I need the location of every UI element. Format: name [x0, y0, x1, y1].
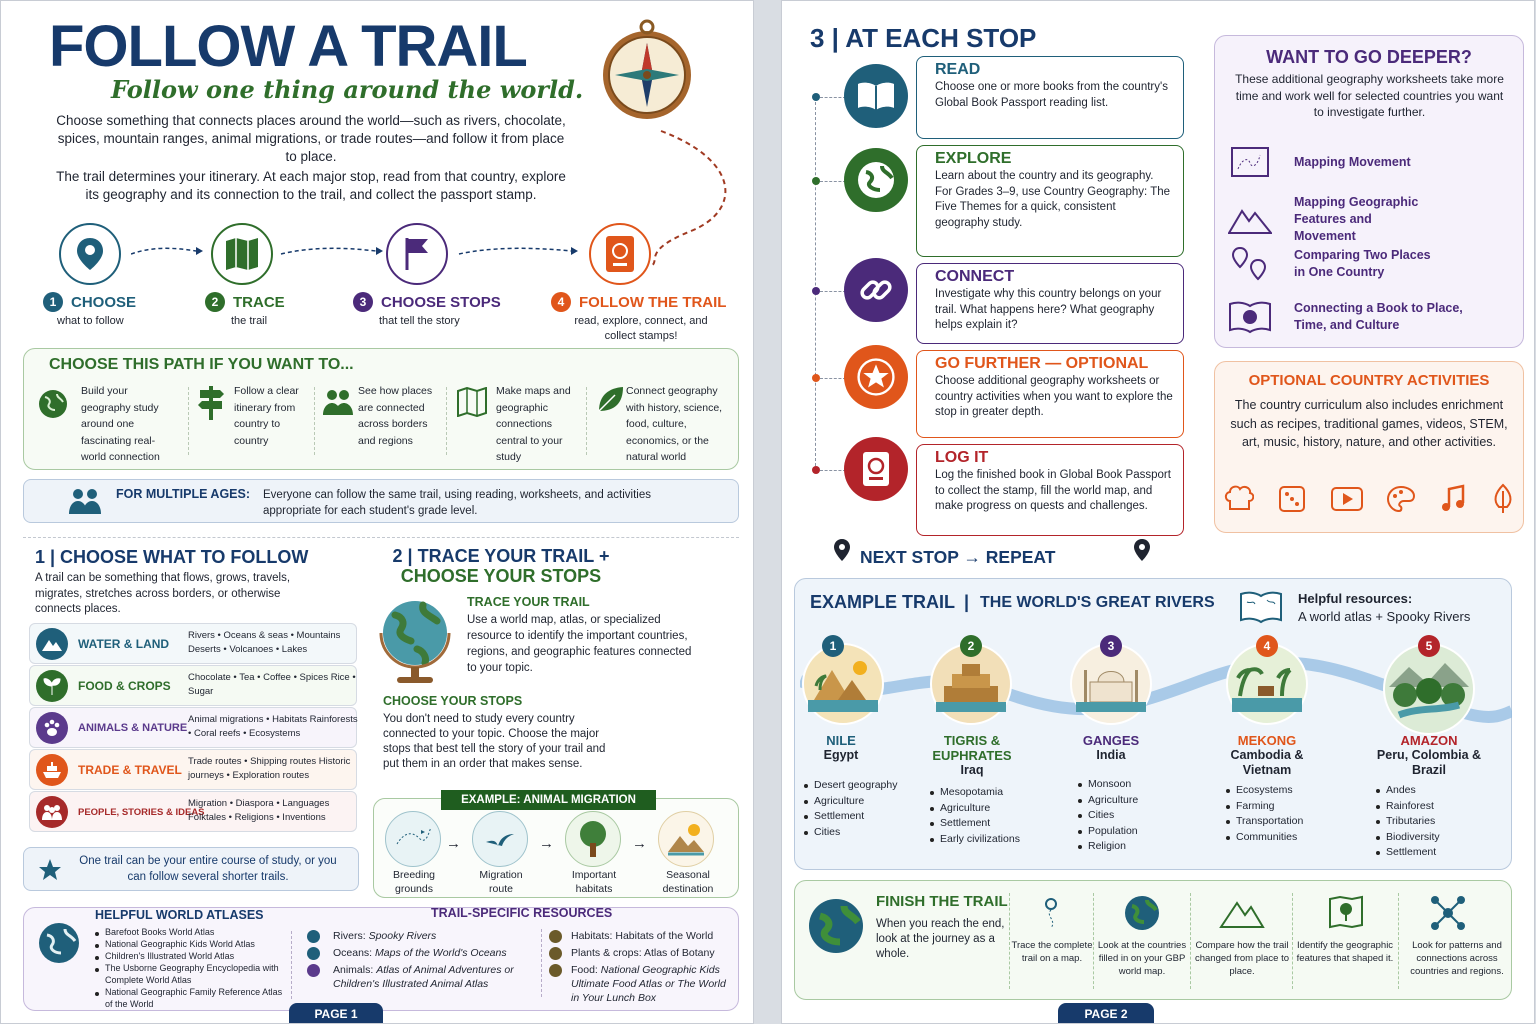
bullet-icon — [549, 964, 562, 977]
resource-animals — [307, 963, 539, 991]
path-item: Follow a clear itinerary from country to country — [234, 385, 299, 447]
divider — [541, 929, 542, 997]
step-1 — [43, 292, 136, 312]
path-item: See how places are connected across borders and regions — [358, 385, 433, 447]
step-number: 3 — [353, 292, 373, 312]
category-animals-nature — [29, 707, 357, 748]
river-bullet: Cities — [802, 825, 897, 841]
multiple-ages-text: Everyone can follow the same trail, using reading, worksheets, and activities appropriate for each student's grade level. — [263, 489, 652, 517]
connector — [820, 181, 846, 182]
atlases-list — [93, 926, 283, 1010]
breeding-grounds-icon — [385, 811, 441, 867]
resource-value: National Geographic Kids Ultimate Food Atlas or The World in Your Lunch Box — [571, 964, 726, 1004]
globe-icon — [804, 894, 868, 958]
bullet-icon — [307, 947, 320, 960]
river-nile — [796, 733, 886, 763]
river-ganges — [1066, 733, 1156, 763]
timeline-dot — [812, 93, 820, 101]
tree-icon — [565, 811, 621, 867]
resource-plants — [549, 946, 735, 960]
sprout-icon — [36, 670, 68, 702]
next-stop-repeat: NEXT STOP → REPEAT — [860, 547, 1056, 567]
step-number: 1 — [43, 292, 63, 312]
example-step: Seasonal destination — [662, 869, 714, 895]
river-bullets — [1076, 777, 1138, 855]
stop-title: CONNECT — [935, 268, 1015, 285]
river-name: AMAZON — [1400, 733, 1458, 748]
stop-read-card — [916, 56, 1184, 139]
stop-title: EXPLORE — [935, 150, 1012, 167]
network-icon — [1428, 893, 1468, 933]
multiple-ages-label: FOR MULTIPLE AGES: — [116, 487, 251, 501]
river-name: GANGES — [1082, 733, 1140, 748]
globe-icon — [35, 919, 83, 967]
star-icon — [37, 857, 63, 883]
book-globe-icon — [1228, 298, 1272, 336]
step-desc: read, explore, connect, and collect stamps! — [574, 315, 708, 342]
step-3 — [353, 292, 501, 312]
divider — [1398, 893, 1399, 989]
example-banner: EXAMPLE: ANIMAL MIGRATION — [441, 790, 656, 810]
bird-icon — [472, 811, 528, 867]
river-tigris — [922, 733, 1022, 778]
finish-intro: When you reach the end, look at the journey as a whole. — [876, 918, 1005, 960]
stop-go-further-card — [916, 350, 1184, 438]
activity-icons — [1222, 481, 1517, 517]
go-deeper-label: Mapping Geographic Features and Movement — [1294, 195, 1419, 243]
section-2-heading-line-2: CHOOSE YOUR STOPS — [400, 566, 602, 586]
resource-value: Atlas of Botany — [643, 947, 715, 959]
river-country: Cambodia & Vietnam — [1230, 748, 1304, 777]
section-2-heading-line-1: 2 | TRACE YOUR TRAIL + — [392, 546, 610, 566]
divider — [291, 931, 292, 999]
resource-value: Habitats of the World — [615, 930, 714, 942]
go-deeper-label: Comparing Two Places in One Country — [1294, 248, 1431, 279]
timeline-dot — [812, 374, 820, 382]
movement-map-icon — [1228, 143, 1272, 181]
steps-arrows — [131, 245, 586, 259]
river-mekong — [1212, 733, 1322, 778]
globe-icon — [36, 387, 70, 421]
go-deeper-label: Mapping Movement — [1294, 154, 1411, 169]
finish-item: Look for patterns and connections across countries and regions. — [1410, 940, 1504, 977]
resource-value: Maps of the World's Oceans — [375, 947, 507, 959]
river-number: 2 — [960, 635, 982, 657]
globe-icon — [1122, 893, 1162, 933]
music-note-icon — [1439, 483, 1467, 515]
stop-text: Investigate why this country belongs on your trail. What happens here? What geography helps explain it? — [935, 288, 1162, 331]
compass-icon — [601, 15, 709, 123]
section-1-desc: A trail can be something that flows, grows, travels, migrates, stretches across borders, or otherwise connects places. — [35, 572, 291, 615]
mountain-icon — [1218, 895, 1266, 931]
river-bullet: Agriculture — [802, 794, 897, 810]
resource-key: Animals: — [333, 964, 374, 976]
river-bullets — [802, 778, 897, 840]
choose-path-heading: CHOOSE THIS PATH IF YOU WANT TO... — [49, 356, 354, 373]
resource-key: Food: — [571, 964, 598, 976]
intro-paragraph-1: Choose something that connects places around the world—such as rivers, chocolate, spices, mountain ranges, animal migrations, or trade routes—and follow it from place to place. — [56, 113, 566, 164]
stop-text: Choose one or more books from the country's Global Book Passport reading list. — [935, 81, 1168, 109]
passport-icon — [844, 437, 908, 501]
step-desc: what to follow — [57, 315, 124, 327]
path-item: Connect geography with history, science, food, culture, economics, or the natural world — [626, 385, 723, 463]
finish-item: Trace the complete trail on a map. — [1011, 940, 1093, 964]
passport-icon — [589, 223, 651, 285]
intro-paragraph-2: The trail determines your itinerary. At each major stop, read from that country, explore its geography and its connection to the trail, and collect the passport stamp. — [56, 169, 566, 202]
desert-sun-icon — [658, 811, 714, 867]
resource-food — [549, 963, 735, 1005]
book-icon — [844, 64, 908, 128]
go-deeper-heading: WANT TO GO DEEPER? — [1266, 47, 1472, 67]
river-bullet: Early civilizations — [928, 832, 1020, 848]
river-bullet: Religion — [1076, 839, 1138, 855]
step-title: TRACE — [233, 293, 285, 311]
category-items: Animal migrations • Habitats Rainforests • Coral reefs • Ecosystems — [188, 714, 358, 739]
go-deeper-desc: These additional geography worksheets take more time and work well for selected countries you want to investigate further. — [1235, 72, 1504, 119]
page-2 — [781, 0, 1535, 1024]
bullet-icon — [549, 930, 562, 943]
section-1-heading: 1 | CHOOSE WHAT TO FOLLOW — [35, 547, 309, 567]
divider — [1190, 893, 1191, 989]
star-icon — [844, 345, 908, 409]
category-items: Rivers • Oceans & seas • Mountains Deserts • Volcanoes • Lakes — [188, 630, 341, 655]
pyramids-icon — [802, 643, 884, 725]
stop-title: LOG IT — [935, 449, 989, 466]
optional-activities-text: The country curriculum also includes enrichment such as recipes, traditional games, videos, STEM, art, music, history, nature, and other activities. — [1230, 398, 1508, 449]
optional-activities-heading: OPTIONAL COUNTRY ACTIVITIES — [1248, 372, 1490, 389]
river-number: 4 — [1256, 635, 1278, 657]
stop-title: READ — [935, 61, 981, 78]
divider — [586, 387, 587, 455]
divider — [314, 387, 315, 455]
river-country: India — [1096, 748, 1126, 762]
trace-title: TRACE YOUR TRAIL — [467, 595, 590, 609]
bullet-icon — [549, 947, 562, 960]
example-trail-label: EXAMPLE TRAIL — [810, 592, 956, 612]
section-2-heading — [371, 546, 631, 586]
page-title: FOLLOW A TRAIL — [49, 14, 527, 79]
atlas-item: Barefoot Books World Atlas — [93, 926, 283, 938]
atlas-item: The Usborne Geography Encyclopedia with Complete World Atlas — [93, 962, 283, 986]
helpful-resources — [1298, 590, 1470, 626]
chef-hat-icon — [1222, 483, 1254, 515]
note-text: One trail can be your entire course of study, or you can follow several shorter trails. — [79, 855, 337, 883]
step-4 — [551, 292, 726, 312]
river-bullet: Tributaries — [1374, 814, 1440, 830]
finish-heading: FINISH THE TRAIL — [876, 893, 1008, 910]
river-bullets — [1374, 783, 1440, 861]
example-trail-title: THE WORLD'S GREAT RIVERS — [980, 594, 1215, 611]
river-country: Egypt — [823, 748, 859, 762]
go-deeper-item — [804, 245, 1434, 283]
path-item: Build your geography study around one fascinating real-world connection — [81, 385, 160, 463]
stop-log-card — [916, 444, 1184, 536]
stops-text: You don't need to study every country connected to your topic. Choose the major stops that best tell the story of your trail and put them in an order that makes sense. — [383, 713, 606, 770]
resource-value: Atlas of Animal Adventures or Children's Illustrated Animal Atlas — [333, 964, 514, 990]
people-icon — [321, 385, 355, 419]
step-title: CHOOSE STOPS — [381, 293, 501, 311]
bullet-icon — [307, 964, 320, 977]
location-pin-icon — [1132, 537, 1152, 563]
location-pin-icon — [832, 537, 852, 563]
route-icon — [1032, 895, 1070, 931]
atlas-book-icon — [1239, 589, 1283, 625]
location-pin-icon — [59, 223, 121, 285]
go-deeper-item — [804, 194, 1434, 245]
river-number: 3 — [1100, 635, 1122, 657]
category-label: PEOPLE, STORIES & IDEAS — [78, 807, 205, 818]
river-bullet: Farming — [1224, 799, 1303, 815]
finish-item: Look at the countries filled in on your GBP world map. — [1097, 940, 1187, 977]
page-number: PAGE 1 — [289, 1003, 383, 1024]
river-bullet: Monsoon — [1076, 777, 1138, 793]
resources-heading: TRAIL-SPECIFIC RESOURCES — [431, 906, 613, 920]
step-title: FOLLOW THE TRAIL — [579, 293, 727, 311]
category-label: TRADE & TRAVEL — [78, 763, 182, 777]
divider — [1292, 893, 1293, 989]
step-desc: that tell the story — [379, 315, 460, 327]
connector — [820, 470, 846, 471]
atlas-item: National Geographic Kids World Atlas — [93, 938, 283, 950]
river-bullet: Settlement — [802, 809, 897, 825]
trace-text: Use a world map, atlas, or specialized resource to identify the important countries, regions, and geographic features connected to your topic. — [467, 614, 692, 674]
leaf-icon — [593, 383, 627, 417]
stop-text: Learn about the country and its geography. For Grades 3–9, use Country Geography: The Five Themes for a quick, consistent geography study. — [935, 170, 1171, 229]
step-number: 2 — [205, 292, 225, 312]
resource-key: Plants & crops: — [571, 947, 642, 959]
timeline-dot — [812, 466, 820, 474]
group-icon — [36, 796, 68, 828]
atlas-item: National Geographic Family Reference Atlas of the World — [93, 986, 283, 1010]
river-bullet: Communities — [1224, 830, 1303, 846]
ship-icon — [36, 754, 68, 786]
mountain-icon — [36, 628, 68, 660]
stop-title: GO FURTHER — OPTIONAL — [935, 355, 1149, 372]
category-items: Migration • Diaspora • Languages Folktales • Religions • Inventions — [188, 798, 330, 823]
river-bullet: Mesopotamia — [928, 785, 1020, 801]
category-label: WATER & LAND — [78, 637, 170, 651]
map-icon — [455, 385, 489, 419]
resource-value: Spooky Rivers — [368, 930, 437, 942]
river-bullet: Population — [1076, 824, 1138, 840]
category-label: ANIMALS & NATURE — [78, 722, 188, 734]
arrow-icon: → — [632, 835, 647, 852]
signpost-icon — [194, 383, 228, 423]
river-bullet: Desert geography — [802, 778, 897, 794]
video-play-icon — [1330, 483, 1364, 515]
river-bullet: Transportation — [1224, 814, 1303, 830]
river-bullet: Settlement — [1374, 845, 1440, 861]
category-trade-travel — [29, 749, 357, 790]
finish-item: Compare how the trail changed from place to place. — [1194, 940, 1289, 977]
example-step: Breeding grounds — [392, 869, 436, 895]
finish-item: Identify the geographic features that shaped it. — [1296, 940, 1394, 964]
river-amazon — [1374, 733, 1484, 778]
go-deeper-label: Connecting a Book to Place, Time, and Culture — [1294, 301, 1463, 332]
page-1 — [0, 0, 754, 1024]
map-tree-icon — [1326, 893, 1366, 933]
river-country: Peru, Colombia & Brazil — [1376, 748, 1482, 777]
divider — [446, 387, 447, 455]
river-bullet: Agriculture — [928, 801, 1020, 817]
river-name: MEKONG — [1237, 733, 1297, 748]
go-deeper-item — [804, 298, 1469, 336]
step-desc: the trail — [231, 315, 268, 327]
category-items: Chocolate • Tea • Coffee • Spices Rice • Sugar — [188, 672, 356, 697]
example-step: Important habitats — [571, 869, 617, 895]
section-divider — [23, 537, 739, 538]
resource-key: Habitats: — [571, 930, 613, 942]
connector — [820, 97, 846, 98]
step-number: 4 — [551, 292, 571, 312]
resource-oceans — [307, 946, 539, 960]
leaf-icon — [1489, 483, 1517, 515]
river-number: 1 — [822, 635, 844, 657]
stops-title: CHOOSE YOUR STOPS — [383, 694, 523, 708]
resource-key: Rivers: — [333, 930, 366, 942]
river-name: NILE — [826, 733, 856, 748]
atlas-item: Children's Illustrated World Atlas — [93, 950, 283, 962]
river-bullets — [1224, 783, 1303, 845]
divider — [188, 387, 189, 455]
river-bullet: Settlement — [928, 816, 1020, 832]
step-2 — [205, 292, 285, 312]
connector — [820, 378, 846, 379]
two-pins-icon — [1228, 245, 1272, 283]
river-bullet: Biodiversity — [1374, 830, 1440, 846]
stop-text: Choose additional geography worksheets or country activities when you want to explore the stop in greater depth. — [935, 375, 1173, 418]
resource-rivers — [307, 929, 539, 943]
connector — [820, 291, 846, 292]
bullet-icon — [307, 930, 320, 943]
resources-label: Helpful resources: — [1298, 591, 1413, 606]
timeline-dot — [812, 287, 820, 295]
category-food-crops — [29, 665, 357, 706]
go-deeper-item — [804, 143, 1411, 181]
river-bullet: Agriculture — [1076, 793, 1138, 809]
river-name: TIGRIS & EUPHRATES — [932, 733, 1012, 763]
page-number: PAGE 2 — [1058, 1003, 1154, 1024]
resource-habitats — [549, 929, 735, 943]
example-divider: | — [964, 592, 970, 612]
river-bullet: Ecosystems — [1224, 783, 1303, 799]
category-label: FOOD & CROPS — [78, 679, 171, 693]
step-title: CHOOSE — [71, 293, 137, 311]
example-step: Migration route — [479, 869, 523, 895]
arrow-icon: → — [446, 835, 461, 852]
mountain-icon — [1228, 201, 1272, 239]
river-bullet: Cities — [1076, 808, 1138, 824]
category-people-stories — [29, 791, 357, 832]
river-number: 5 — [1418, 635, 1440, 657]
section-3-heading: 3 | AT EACH STOP — [810, 23, 1037, 53]
arrow-icon: → — [539, 835, 554, 852]
stop-text: Log the finished book in Global Book Passport to collect the stamp, fill the world map, and make progress on quests and challenges. — [935, 469, 1171, 512]
dashed-trail-decoration — [651, 121, 751, 271]
path-item: Make maps and geographic connections central to your study — [496, 385, 571, 463]
globe-icon — [373, 593, 457, 689]
river-bullets — [928, 785, 1020, 847]
paw-icon — [36, 712, 68, 744]
category-items: Trade routes • Shipping routes Historic journeys • Exploration routes — [188, 756, 351, 781]
resource-key: Oceans: — [333, 947, 373, 959]
river-bullet: Andes — [1374, 783, 1440, 799]
river-country: Iraq — [960, 763, 984, 777]
resources-text: A world atlas + Spooky Rivers — [1298, 609, 1471, 624]
category-water-land — [29, 623, 357, 664]
river-bullet: Rainforest — [1374, 799, 1440, 815]
people-icon — [67, 486, 103, 516]
dice-icon — [1276, 483, 1308, 515]
art-palette-icon — [1385, 483, 1417, 515]
page-subtitle: Follow one thing around the world. — [111, 75, 584, 104]
atlases-heading: HELPFUL WORLD ATLASES — [95, 908, 264, 922]
